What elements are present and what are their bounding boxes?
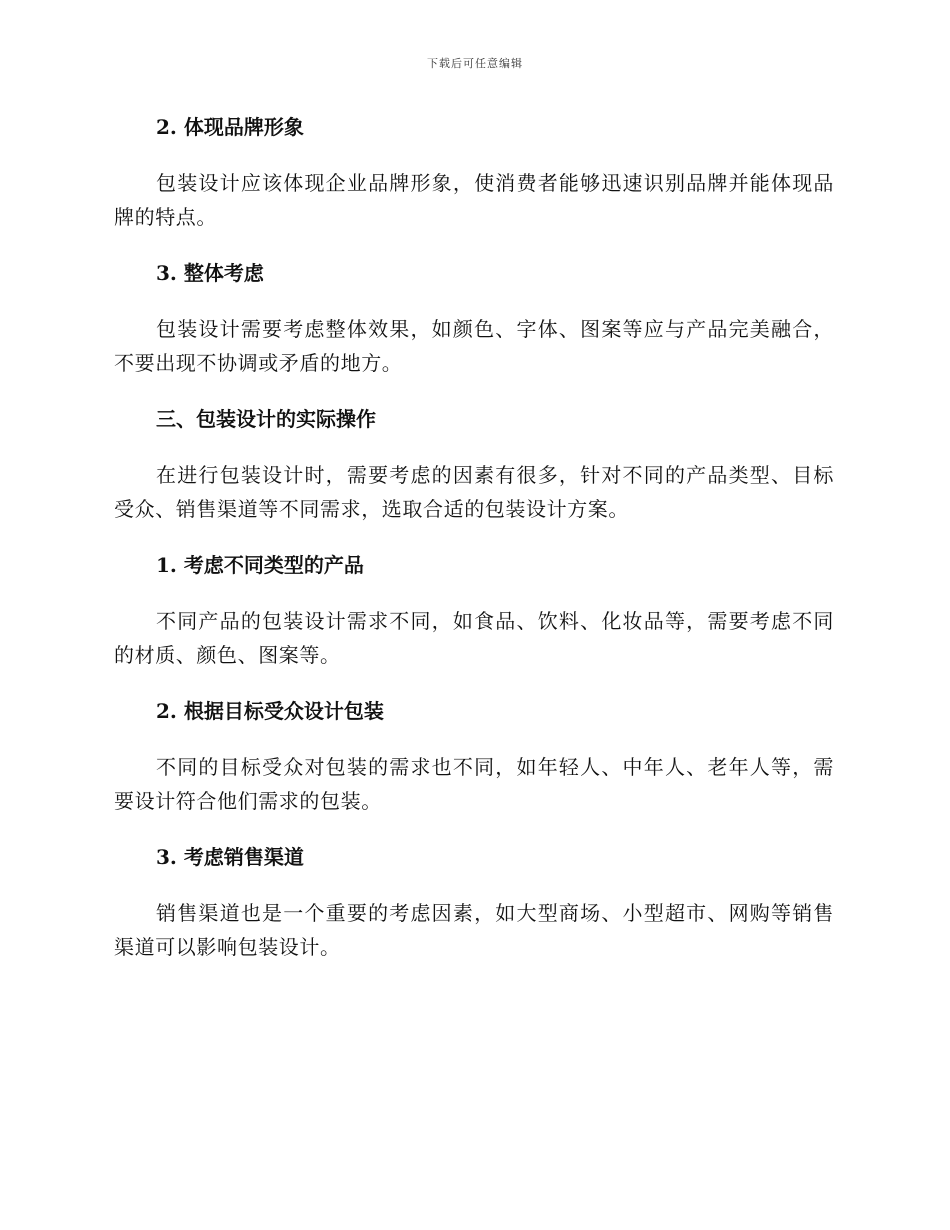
heading-brand-image: 2. 体现品牌形象 xyxy=(156,115,304,139)
paragraph-target-audience: 不同的目标受众对包装的需求也不同，如年轻人、中年人、老年人等，需要设计符合他们需求的包装。 xyxy=(114,755,834,813)
paragraph-brand-image: 包装设计应该体现企业品牌形象，使消费者能够迅速识别品牌并能体现品牌的特点。 xyxy=(114,171,834,229)
paragraph-overall-consideration: 包装设计需要考虑整体效果，如颜色、字体、图案等应与产品完美融合，不要出现不协调或矛盾的地方。 xyxy=(114,317,834,375)
page-header: 下载后可任意编辑 xyxy=(427,57,523,70)
document-body xyxy=(114,110,834,986)
paragraph-practical-operation: 在进行包装设计时，需要考虑的因素有很多，针对不同的产品类型、目标受众、销售渠道等不同需求，选取合适的包装设计方案。 xyxy=(114,463,834,521)
heading-target-audience: 2. 根据目标受众设计包装 xyxy=(156,699,384,723)
heading-overall-consideration: 3. 整体考虑 xyxy=(156,261,264,285)
paragraph-sales-channel: 销售渠道也是一个重要的考虑因素，如大型商场、小型超市、网购等销售渠道可以影响包装设计。 xyxy=(114,901,834,959)
heading-product-types: 1. 考虑不同类型的产品 xyxy=(156,553,364,577)
paragraph-product-types: 不同产品的包装设计需求不同，如食品、饮料、化妆品等，需要考虑不同的材质、颜色、图案等。 xyxy=(114,609,834,667)
heading-sales-channel: 3. 考虑销售渠道 xyxy=(156,845,304,869)
heading-practical-operation: 三、包装设计的实际操作 xyxy=(156,407,376,431)
